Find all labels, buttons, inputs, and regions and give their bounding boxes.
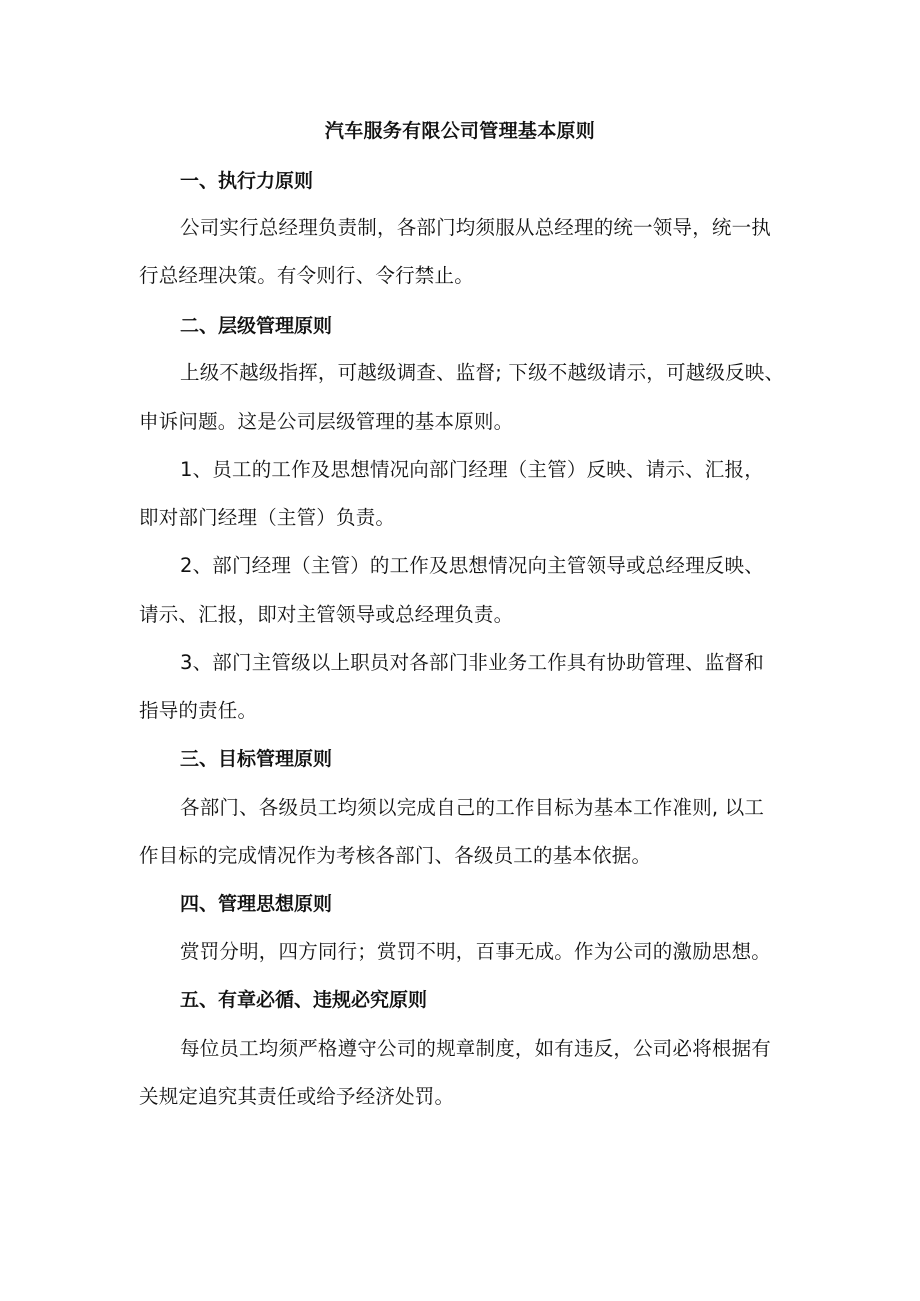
paragraph-line: 即对部门经理（主管）负责。 <box>139 506 396 529</box>
paragraph-line: 指导的责任。 <box>139 699 258 722</box>
paragraph-line: 各部门、各级员工均须以完成自己的工作目标为基本工作准则, 以工 <box>180 796 765 819</box>
paragraph-line: 关规定追究其责任或给予经济处罚。 <box>139 1085 455 1108</box>
section-heading: 四、管理思想原则 <box>180 893 333 915</box>
paragraph-line: 作目标的完成情况作为考核各部门、各级员工的基本依据。 <box>139 844 652 867</box>
paragraph-line: 申诉问题。这是公司层级管理的基本原则。 <box>139 410 514 433</box>
section-heading: 三、目标管理原则 <box>180 748 333 770</box>
section-heading: 一、执行力原则 <box>180 170 314 192</box>
paragraph-line: 请示、汇报，即对主管领导或总经理负责。 <box>139 603 514 626</box>
paragraph-line: 公司实行总经理负责制，各部门均须服从总经理的统一领导，统一执 <box>180 216 772 239</box>
paragraph-line: 1、员工的工作及思想情况向部门经理（主管）反映、请示、汇报， <box>180 458 764 481</box>
document-title: 汽车服务有限公司管理基本原则 <box>324 120 596 142</box>
paragraph-line: 每位员工均须严格遵守公司的规章制度，如有违反，公司必将根据有 <box>180 1037 772 1060</box>
section-heading: 五、有章必循、违规必究原则 <box>180 989 428 1011</box>
section-heading: 二、层级管理原则 <box>180 315 333 337</box>
paragraph-line: 赏罚分明，四方同行；赏罚不明，百事无成。作为公司的激励思想。 <box>180 940 772 963</box>
paragraph-line: 上级不越级指挥，可越级调查、监督; 下级不越级请示，可越级反映、 <box>180 361 785 384</box>
paragraph-line: 2、部门经理（主管）的工作及思想情况向主管领导或总经理反映、 <box>180 554 764 577</box>
paragraph-line: 3、部门主管级以上职员对各部门非业务工作具有协助管理、监督和 <box>180 651 764 674</box>
paragraph-line: 行总经理决策。有令则行、令行禁止。 <box>139 264 474 287</box>
